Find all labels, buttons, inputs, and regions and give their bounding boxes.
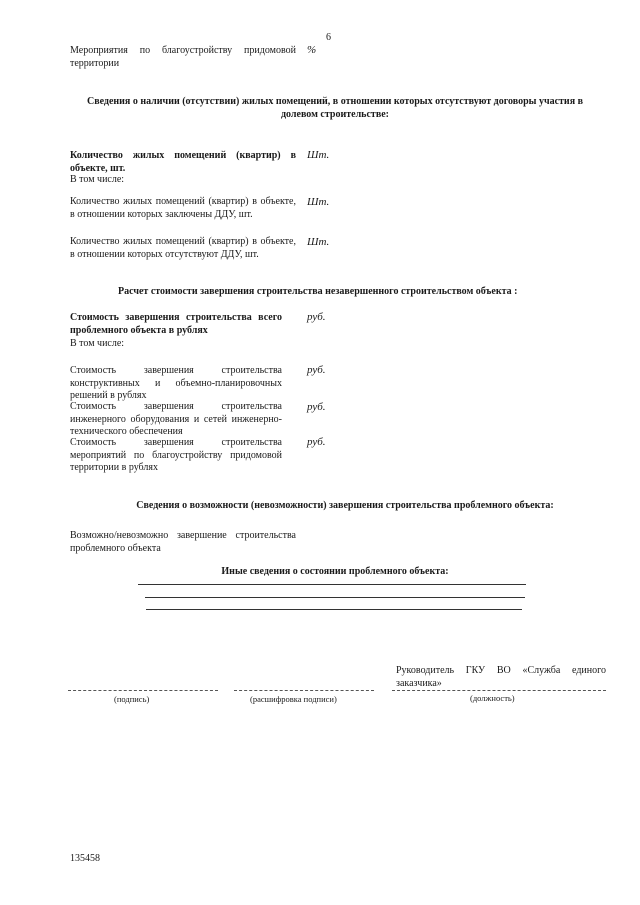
housing-item-ddu-absent-unit: Шт. <box>307 236 330 248</box>
caption-name: (расшифровка подписи) <box>250 694 337 704</box>
housing-item-ddu-concluded-label: Количество жилых помещений (квартир) в объекте, в отношении которых заключены ДДУ, шт. <box>70 196 296 220</box>
cost-total-label: Стоимость завершения строительства всего проблемного объекта в рублях <box>70 312 282 336</box>
caption-signature: (подпись) <box>114 694 150 704</box>
page-number: 6 <box>326 32 331 43</box>
footer-code: 135458 <box>70 853 100 864</box>
position-line <box>392 690 606 691</box>
cost-item-engineering-label: Стоимость завершения строительства инженерного оборудования и сетей инженерно-технического обеспечения <box>70 401 282 437</box>
cost-item-landscaping-unit: руб. <box>307 436 326 448</box>
other-info-line-1 <box>138 584 526 585</box>
cost-including: В том числе: <box>70 338 125 349</box>
cost-total-unit: руб. <box>307 311 326 323</box>
housing-heading: Сведения о наличии (отсутствии) жилых помещений, в отношении которых отсутствуют договоры участия в долевом строительстве: <box>86 96 584 120</box>
other-info-line-3 <box>146 609 522 610</box>
possibility-heading: Сведения о возможности (невозможности) завершения строительства проблемного объекта: <box>136 500 554 511</box>
name-line <box>234 690 374 691</box>
signature-position: Руководитель ГКУ ВО «Служба единого заказчика» <box>396 665 606 689</box>
housing-item-ddu-absent-label: Количество жилых помещений (квартир) в объекте, в отношении которых отсутствуют ДДУ, шт. <box>70 236 296 260</box>
cost-item-structural-unit: руб. <box>307 364 326 376</box>
top-measures-unit: % <box>307 44 317 56</box>
housing-item-ddu-concluded-unit: Шт. <box>307 196 330 208</box>
other-heading: Иные сведения о состоянии проблемного объекта: <box>221 566 449 577</box>
cost-item-landscaping-label: Стоимость завершения строительства мероприятий по благоустройству придомовой территории в рублях <box>70 437 282 473</box>
housing-total-unit: Шт. <box>307 149 330 161</box>
cost-item-engineering-unit: руб. <box>307 401 326 413</box>
signature-line <box>68 690 218 691</box>
housing-including: В том числе: <box>70 174 125 185</box>
cost-heading: Расчет стоимости завершения строительства незавершенного строительством объекта : <box>118 286 518 297</box>
other-info-line-2 <box>145 597 525 598</box>
caption-position: (должность) <box>470 693 515 703</box>
top-measures-label: Мероприятия по благоустройству придомовой территории <box>70 45 296 69</box>
housing-total-label: Количество жилых помещений (квартир) в объекте, шт. <box>70 150 296 174</box>
possibility-text: Возможно/невозможно завершение строительства проблемного объекта <box>70 530 296 554</box>
cost-item-structural-label: Стоимость завершения строительства конструктивных и объемно-планировочных решений в рублях <box>70 365 282 401</box>
